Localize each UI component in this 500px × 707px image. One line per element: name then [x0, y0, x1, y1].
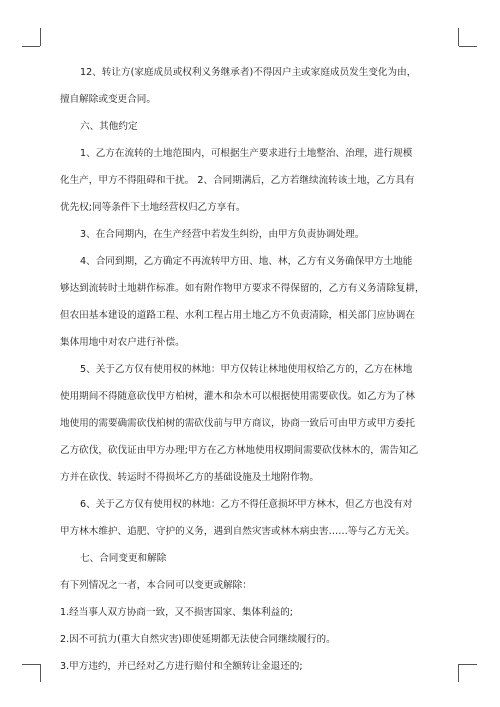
- text-line: 2.因不可抗力(重大自然灾害)即使延期都无法使合同继续履行的。: [60, 634, 336, 645]
- paragraph: [60, 120, 442, 134]
- text-line: 七、合同变更和解除: [80, 553, 167, 564]
- text-line: 1、乙方在流转的土地范围内，可根据生产要求进行土地整治、治理，进行规模: [80, 148, 413, 159]
- text-line: 化生产，甲方不得阻碍和干扰。 2、合同期满后，乙方若继续流转该土地，乙方具有: [60, 175, 415, 186]
- text-line: 够达到流转时土地耕作标准。如有附作物甲方要求不得保留的，乙方有义务清除复耕，: [60, 283, 425, 294]
- text-line: 3.甲方违约，并已经对乙方进行赔付和全额转让金退还的;: [60, 661, 303, 672]
- paragraph: [60, 498, 442, 539]
- text-line: 集体用地中对农户进行补偿。: [60, 337, 185, 348]
- text-line: 方并在砍伐、转运时不得损坏乙方的基础设施及土地附作物。: [60, 472, 320, 483]
- text-line: 乙方砍伐，砍伐证由甲方办理;甲方在乙方林地使用权期间需要砍伐林木的，需告知乙: [60, 445, 419, 456]
- text-line: 12、转让方(家庭成员或权利义务继承者)不得因户主或家庭成员发生变化为由，: [80, 67, 417, 78]
- text-line: 六、其他约定: [80, 121, 138, 132]
- text-line: 4、合同到期，乙方确定不再流转甲方田、地、林，乙方有义务确保甲方土地能: [80, 256, 413, 267]
- text-line: 3、在合同期内，在生产经营中若发生纠纷，由甲方负责协调处理。: [80, 229, 365, 240]
- paragraph: [60, 255, 442, 350]
- text-line: 有下列情况之一者，本合同可以变更或解除：: [60, 580, 252, 591]
- text-line: 优先权;同等条件下土地经营权归乙方享有。: [60, 202, 246, 213]
- text-line: 使用期间不得随意砍伐甲方柏树，灌木和杂木可以根据使用需要砍伐。如乙方为了林: [60, 391, 415, 402]
- crop-mark-top-right: [458, 28, 459, 46]
- crop-mark-bottom-right: [459, 664, 477, 665]
- crop-mark-top-left: [40, 28, 41, 46]
- crop-mark-top-right: [459, 46, 477, 47]
- text-line: 6、关于乙方仅有使用权的林地：乙方不得任意损坏甲方林木，但乙方也没有对: [80, 499, 413, 510]
- crop-mark-top-left: [22, 46, 40, 47]
- paragraph: [60, 579, 442, 593]
- text-line: 5、关于乙方仅有使用权的林地：甲方仅转让林地使用权给乙方的，乙方在林地: [80, 364, 413, 375]
- crop-mark-bottom-left: [40, 664, 41, 682]
- text-line: 1.经当事人双方协商一致，又不损害国家、集体利益的;: [60, 607, 294, 618]
- paragraph: [60, 633, 442, 647]
- paragraph: [60, 66, 442, 107]
- text-line: 甲方林木维护、追肥、守护的义务，遇到自然灾害或林木病虫害……等与乙方无关。: [60, 526, 415, 537]
- document-body: [60, 66, 442, 687]
- crop-mark-bottom-left: [22, 664, 40, 665]
- text-line: 擅自解除或变更合同。: [60, 94, 156, 105]
- text-line: 但农田基本建设的道路工程、水利工程占用土地乙方不负责清除，相关部门应协调在: [60, 310, 415, 321]
- text-line: 地使用的需要确需砍伐柏树的需砍伐前与甲方商议，协商一致后可由甲方或甲方委托: [60, 418, 415, 429]
- crop-mark-bottom-right: [458, 664, 459, 682]
- paragraph: [60, 606, 442, 620]
- paragraph: [60, 363, 442, 485]
- paragraph: [60, 147, 442, 215]
- paragraph: [60, 660, 442, 674]
- paragraph: [60, 228, 442, 242]
- paragraph: [60, 552, 442, 566]
